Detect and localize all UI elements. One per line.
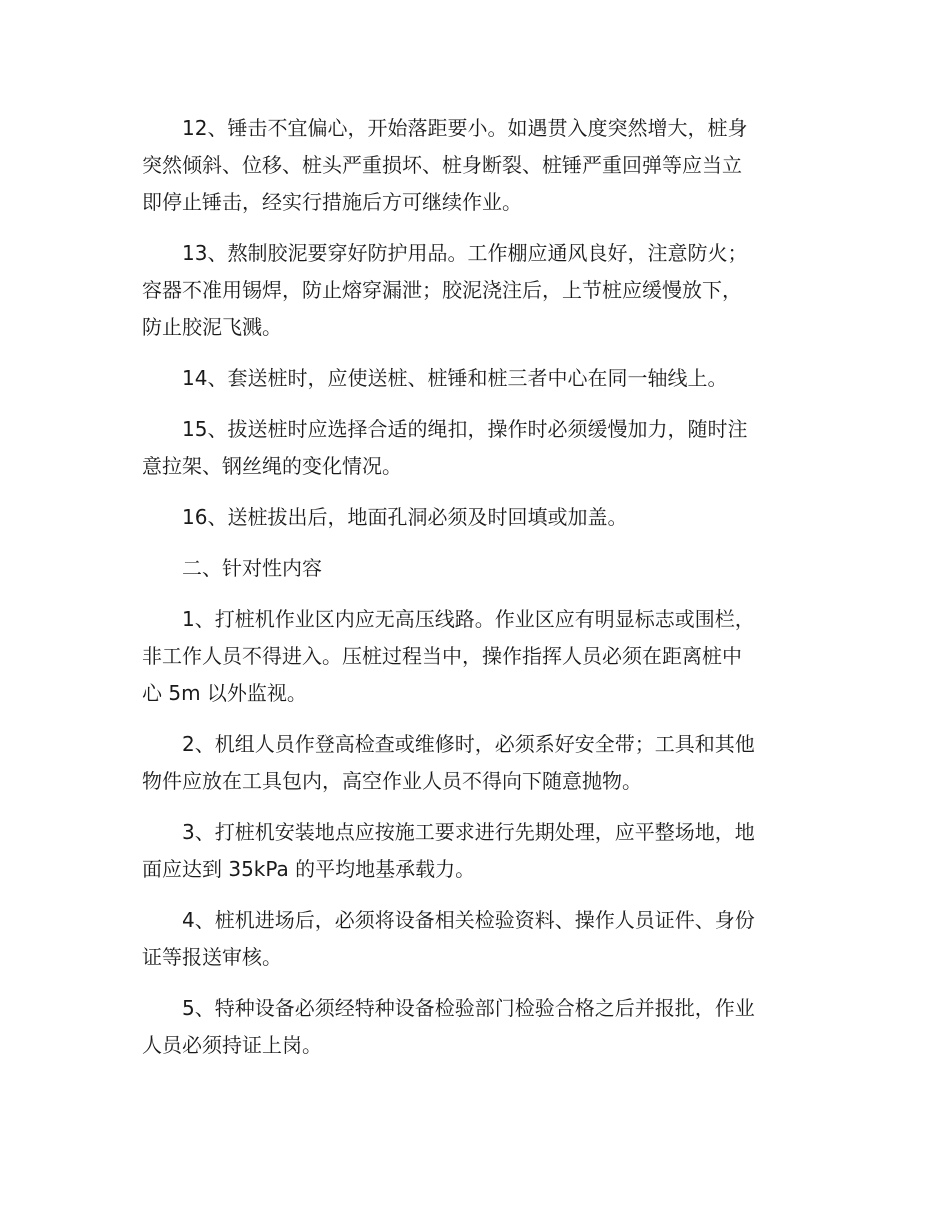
text-line: 3、打桩机安装地点应按施工要求进行先期处理，应平整场地，地	[182, 820, 755, 844]
paragraph-item-3	[142, 814, 810, 888]
text-line: 即停止锤击，经实行措施后方可继续作业。	[142, 190, 522, 214]
document-page	[142, 110, 810, 1078]
text-line: 意拉架、钢丝绳的变化情况。	[142, 454, 402, 478]
text-line: 5、特种设备必须经特种设备检验部门检验合格之后并报批，作业	[182, 996, 755, 1020]
text-line: 1、打桩机作业区内应无高压线路。作业区应有明显标志或围栏，	[182, 607, 755, 631]
text-line: 心 5m 以外监视。	[142, 681, 307, 705]
paragraph-item-5	[142, 990, 810, 1064]
text-line: 15、拔送桩时应选择合适的绳扣，操作时必须缓慢加力，随时注	[182, 417, 748, 441]
paragraph-13	[142, 235, 810, 346]
paragraph-14	[142, 360, 810, 397]
text-line: 防止胶泥飞溅。	[142, 315, 282, 339]
paragraph-12	[142, 110, 810, 221]
text-line: 人员必须持证上岗。	[142, 1033, 322, 1057]
text-line: 2、机组人员作登高检查或维修时，必须系好安全带；工具和其他	[182, 732, 755, 756]
text-line: 面应达到 35kPa 的平均地基承载力。	[142, 857, 476, 881]
text-line: 非工作人员不得进入。压桩过程当中，操作指挥人员必须在距离桩中	[142, 644, 742, 668]
paragraph-item-2	[142, 726, 810, 800]
text-line: 13、熬制胶泥要穿好防护用品。工作棚应通风良好，注意防火；	[182, 241, 748, 265]
text-line: 突然倾斜、位移、桩头严重损坏、桩身断裂、桩锤严重回弹等应当立	[142, 153, 742, 177]
text-line: 容器不准用锡焊，防止熔穿漏泄；胶泥浇注后，上节桩应缓慢放下，	[142, 278, 742, 302]
paragraph-16	[142, 499, 810, 536]
text-line: 物件应放在工具包内，高空作业人员不得向下随意抛物。	[142, 769, 642, 793]
section-title: 二、针对性内容	[182, 556, 322, 580]
text-line: 12、锤击不宜偏心，开始落距要小。如遇贯入度突然增大，桩身	[182, 116, 748, 140]
text-line: 16、送桩拔出后，地面孔洞必须及时回填或加盖。	[182, 505, 628, 529]
paragraph-item-4	[142, 902, 810, 976]
paragraph-15	[142, 411, 810, 485]
text-line: 4、桩机进场后，必须将设备相关检验资料、操作人员证件、身份	[182, 908, 755, 932]
paragraph-item-1	[142, 601, 810, 712]
text-line: 证等报送审核。	[142, 945, 282, 969]
text-line: 14、套送桩时，应使送桩、桩锤和桩三者中心在同一轴线上。	[182, 366, 728, 390]
section-heading	[142, 550, 810, 587]
